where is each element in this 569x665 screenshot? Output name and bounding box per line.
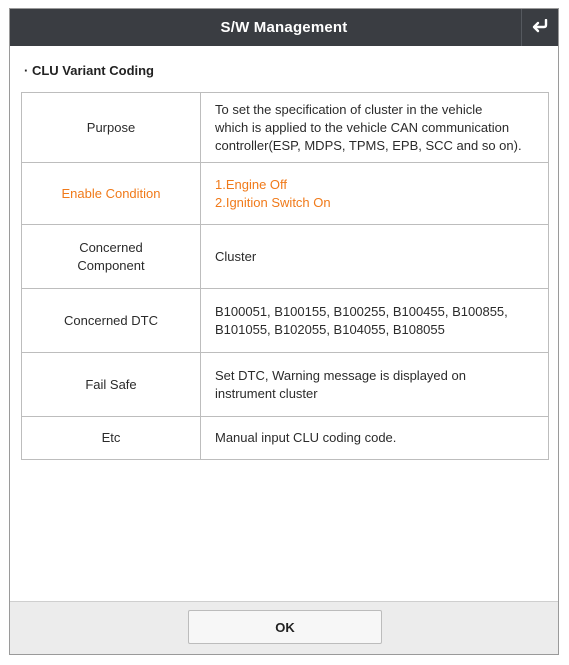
value-line: which is applied to the vehicle CAN communication	[215, 119, 510, 135]
label-line: Component	[77, 257, 145, 273]
row-label-etc: Etc	[22, 417, 201, 460]
row-value-fail-safe	[201, 353, 549, 417]
row-value-concerned-component: Cluster	[201, 225, 549, 289]
value-line: instrument cluster	[215, 385, 318, 401]
ok-button[interactable]: OK	[188, 610, 382, 644]
table-row	[22, 353, 549, 417]
value-line: 1.Engine Off	[215, 176, 288, 192]
row-label-purpose: Purpose	[22, 93, 201, 163]
info-table	[21, 92, 549, 460]
value-line: To set the specification of cluster in the vehicle	[215, 101, 483, 117]
value-line: controller(ESP, MDPS, TPMS, EPB, SCC and so on).	[215, 137, 522, 153]
row-value-enable-condition	[201, 163, 549, 225]
table-row	[22, 163, 549, 225]
row-label-concerned-component	[22, 225, 201, 289]
back-button[interactable]	[521, 9, 558, 46]
value-line: B100051, B100155, B100255, B100455, B100855,	[215, 303, 508, 319]
dialog-footer	[10, 601, 558, 654]
table-row	[22, 93, 549, 163]
dialog-title: S/W Management	[220, 19, 348, 36]
row-label-fail-safe: Fail Safe	[22, 353, 201, 417]
section-title: · CLU Variant Coding	[24, 63, 154, 78]
row-value-purpose	[201, 93, 549, 163]
row-label-concerned-dtc: Concerned DTC	[22, 289, 201, 353]
row-value-etc: Manual input CLU coding code.	[201, 417, 549, 460]
value-line: B101055, B102055, B104055, B108055	[215, 321, 445, 337]
value-line: Set DTC, Warning message is displayed on	[215, 367, 466, 383]
title-bar	[10, 9, 558, 46]
row-label-enable-condition: Enable Condition	[22, 163, 201, 225]
value-line: 2.Ignition Switch On	[215, 194, 331, 210]
sw-management-dialog	[9, 8, 559, 655]
table-row	[22, 417, 549, 460]
table-row	[22, 289, 549, 353]
return-arrow-icon	[531, 19, 549, 37]
row-value-concerned-dtc	[201, 289, 549, 353]
label-line: Concerned	[79, 239, 143, 255]
table-row	[22, 225, 549, 289]
